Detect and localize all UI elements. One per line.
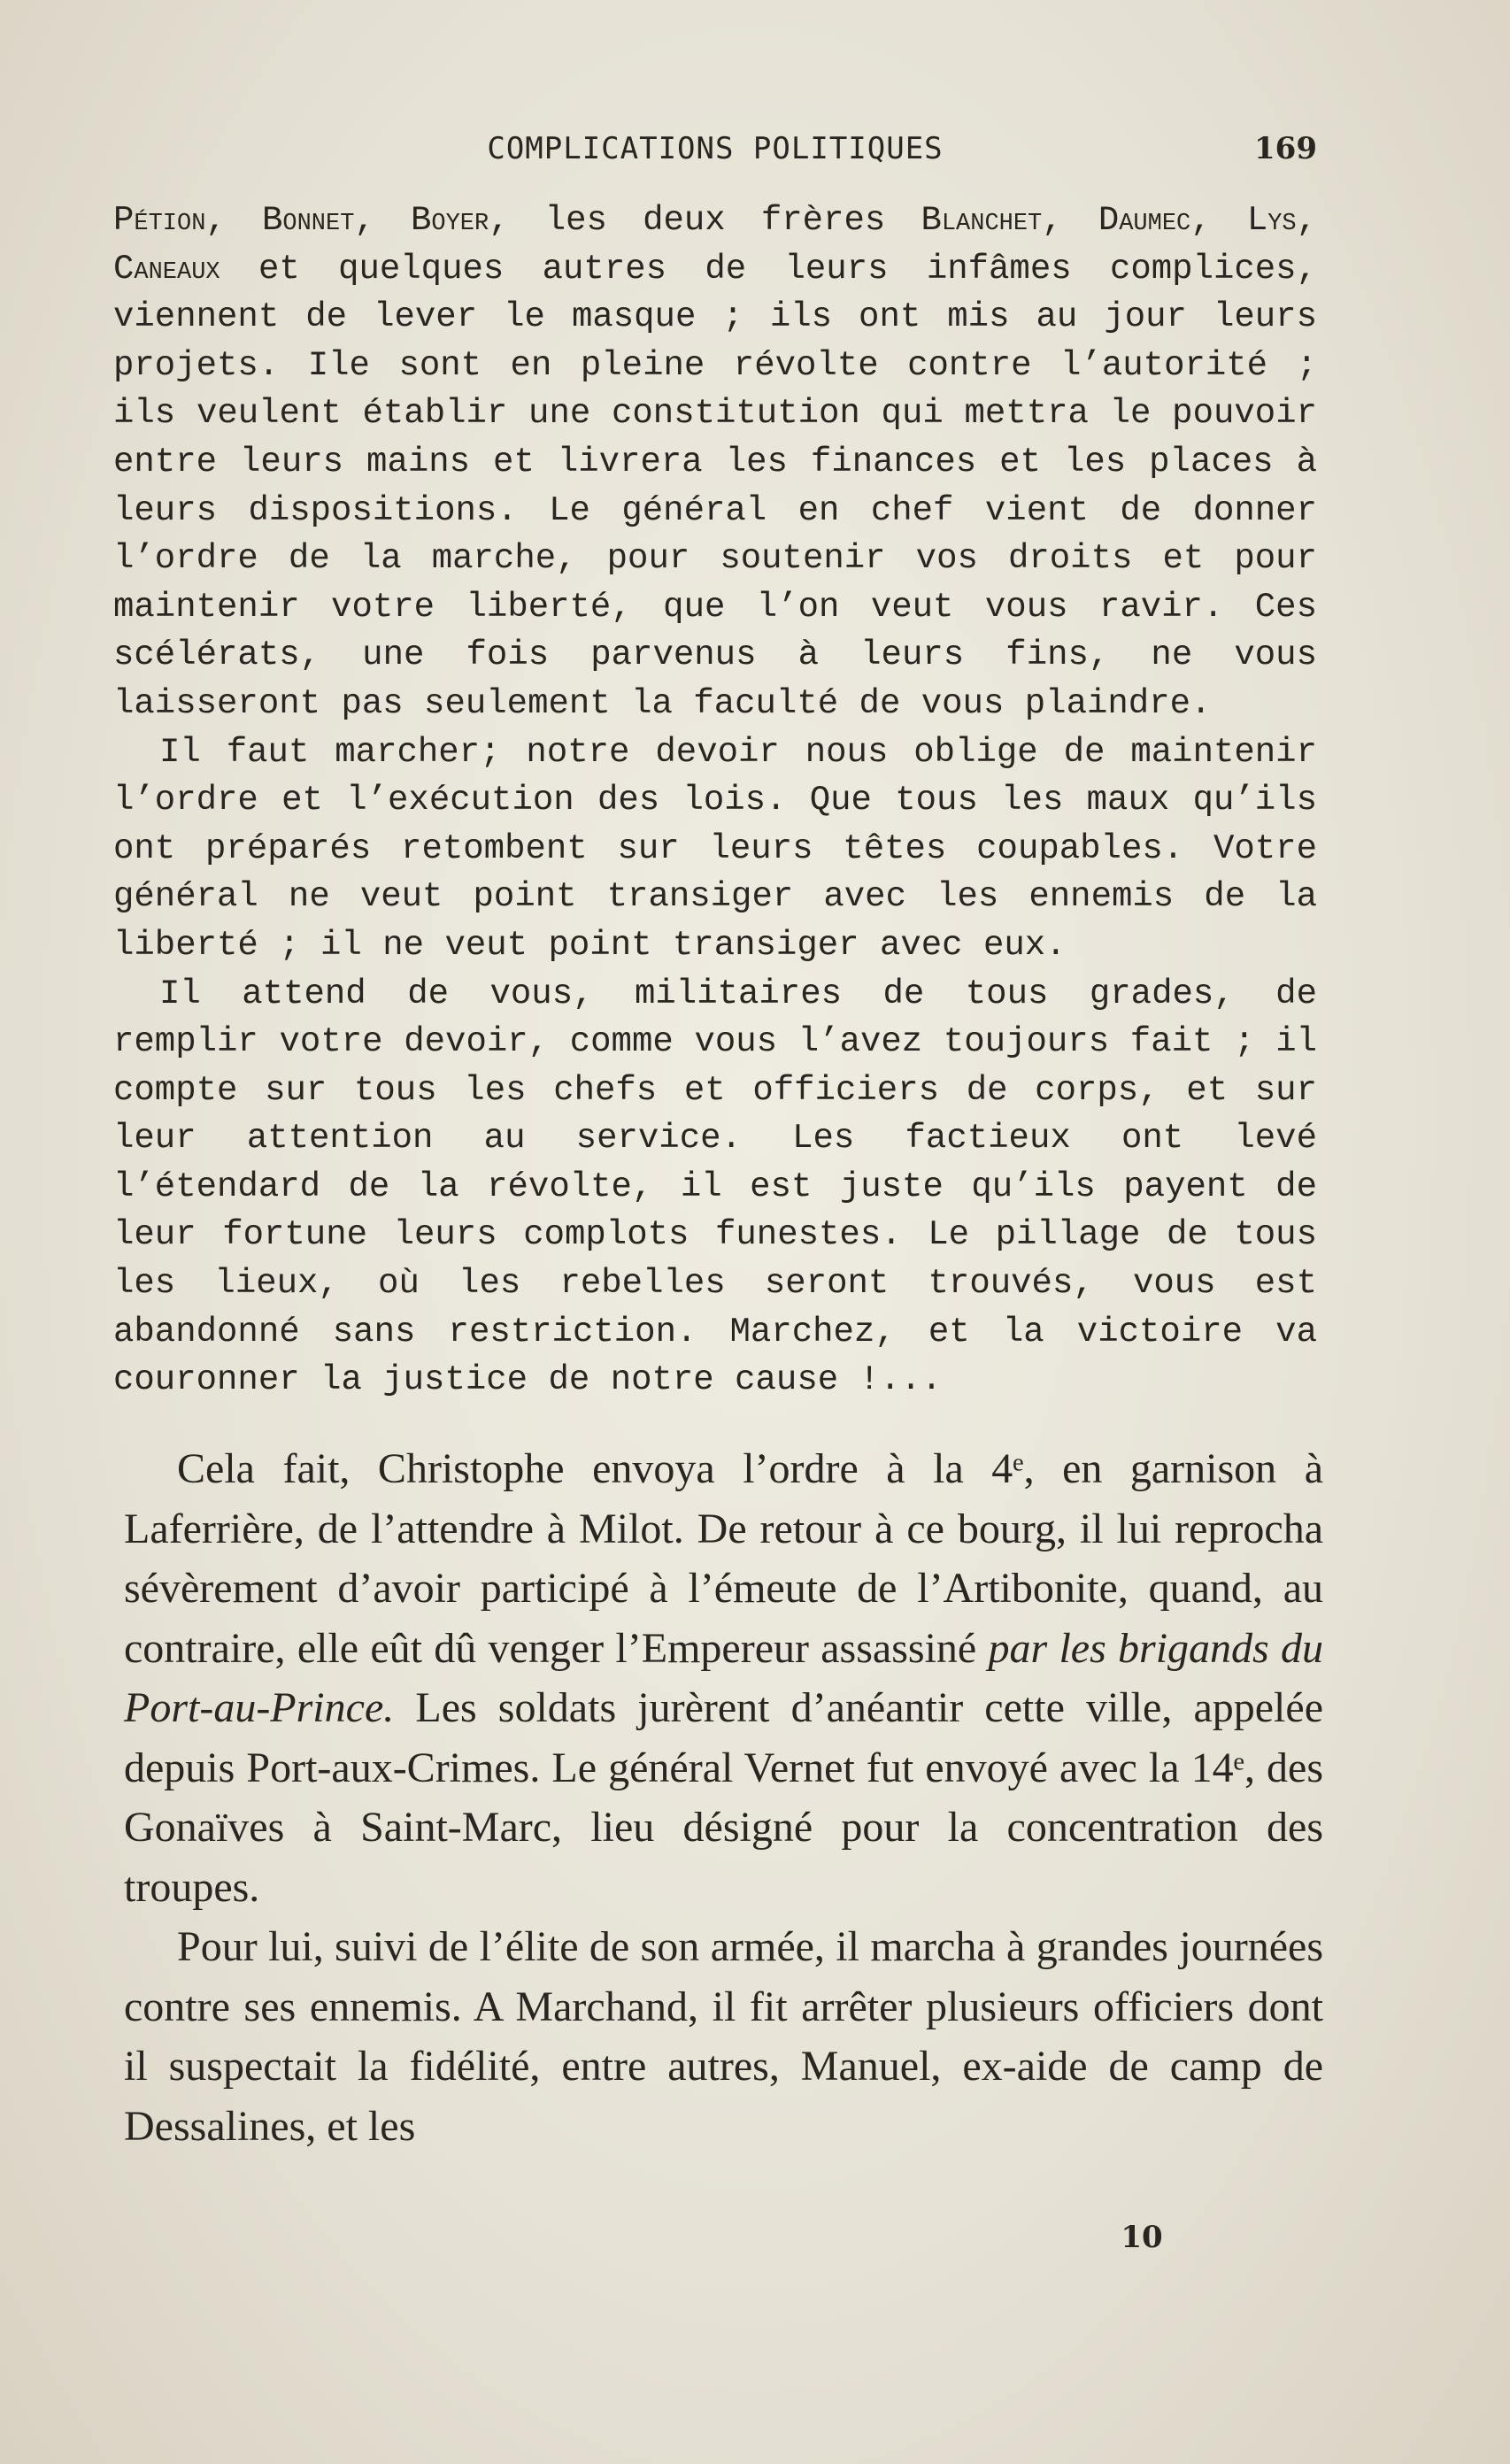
person-name: Caneaux [113,249,220,289]
text-fragment: , [1296,201,1318,240]
text-fragment: Cela fait, Christophe envoya l’ordre à la 4ᵉ, en garnison à Laferrière, de l’attendre à Milot. De retour à ce bourg, il lui reprocha sévèrement d’avoir participé à l’émeute de l’Artibonite, quand, au contraire, elle eût dû venger l’Empereur assassiné [124,1445,1323,1672]
text-fragment: , les deux frères [489,201,921,240]
italic-phrase: par les brigands du Port-au-Prince. [124,1624,1324,1731]
running-title: COMPLICATIONS POLITIQUES [487,131,944,166]
person-name: Pétion [113,201,206,240]
person-name: Boyer [410,201,489,240]
person-name: Bonnet [261,201,355,240]
text-fragment: , [354,201,411,240]
person-name: Blanchet [921,201,1043,240]
narrative-paragraph-2: Pour lui, suivi de l’élite de son armée, il marcha à grandes journées contre ses ennemis. A Marchand, il fit arrêter plusieurs officiers dont il suspectait la fidélité, entre autres, Manuel, ex-aide de camp de Dessalines, et les [124,1923,1323,2150]
signature-mark: 10 [1121,2220,1163,2255]
text-fragment: , [1190,201,1247,240]
quote-paragraph-3: Il attend de vous, militaires de tous grades, de remplir votre devoir, comme vous l’avez toujours fait ; il compte sur tous les chefs et officiers de corps, et sur leur attention au service. Les factieux ont levé l’étendard de la révolte, il est juste qu’ils payent de leur fortune leurs complots funestes. Le pillage de tous les lieux, où les rebelles seront trouvés, vous est abandonné sans restriction. Marchez, et la victoire va couronner la justice de notre cause !... [113,974,1317,1400]
page-number: 169 [1254,131,1317,166]
person-name: Lys [1246,201,1297,240]
text-fragment: , [1042,201,1098,240]
person-name: Daumec [1098,201,1191,240]
narrative-paragraph-1 [124,1439,1323,1917]
page-header [113,131,1317,175]
narrative-text [124,1439,1323,2156]
text-fragment: Les soldats jurèrent d’anéantir cette ville, appelée depuis Port-aux-Crimes. Le général Vernet fut envoyé avec la 14ᵉ, des Gonaïves à Saint-Marc, lieu désigné pour la concentration des troupes. [124,1684,1323,1911]
quote-paragraph-1 [113,196,1317,728]
text-fragment: , [205,201,262,240]
text-fragment: et quelques autres de leurs infâmes complices, viennent de lever le masque ; ils ont mis au jour leurs projets. Ile sont en pleine révolte contre l’autorité ; ils veulent établir une constitution qui mettra le pouvoir entre leurs mains et livrera les finances et les places à leurs dispositions. Le général en chef vient de donner l’ordre de la marche, pour soutenir vos droits et pour maintenir votre liberté, que l’on veut vous ravir. Ces scélérats, une fois parvenus à leurs fins, ne vous laisseront pas seulement la faculté de vous plaindre. [113,249,1317,723]
quoted-proclamation [113,196,1317,1405]
quote-paragraph-2: Il faut marcher; notre devoir nous oblige de maintenir l’ordre et l’exécution des lois. Que tous les maux qu’ils ont préparés retombent sur leurs têtes coupables. Votre général ne veut point transiger avec les ennemis de la liberté ; il ne veut point transiger avec eux. [113,732,1317,965]
